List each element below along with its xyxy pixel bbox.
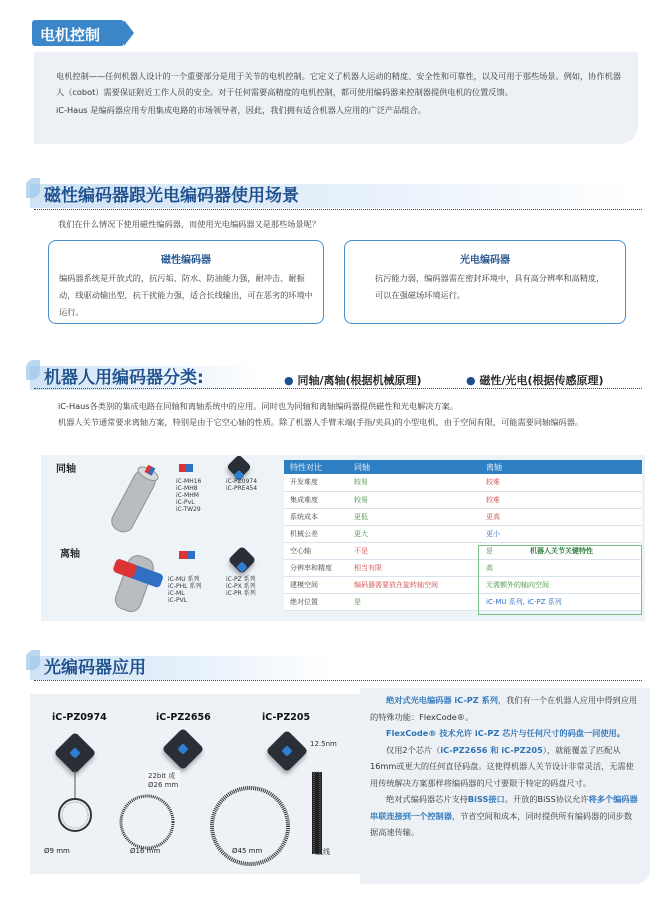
flexcode-intro bbox=[370, 692, 638, 725]
disc-size-label: 直线 bbox=[316, 848, 330, 856]
table-row bbox=[284, 576, 642, 593]
biss-b: 。开放的BiSS协议允许 bbox=[504, 794, 589, 804]
table-cell: 较易 bbox=[348, 491, 480, 508]
part-item: iC-TW29 bbox=[176, 506, 201, 513]
table-cell: 较易 bbox=[348, 474, 480, 491]
coaxial-parts-magnetic bbox=[176, 478, 201, 513]
offaxis-parts-magnetic bbox=[168, 576, 201, 604]
usage-question: 我们在什么情况下使用磁性编码器，而使用光电编码器又是那些场景呢？ bbox=[58, 219, 321, 229]
intro-panel bbox=[34, 52, 638, 144]
disc-size-label: Ø16 mm bbox=[130, 847, 161, 855]
product-label: iC-PZ205 bbox=[262, 712, 311, 723]
table-cell: 建模空间 bbox=[284, 576, 348, 593]
chip-coverage bbox=[370, 742, 638, 792]
intro-paragraph-1: 电机控制——任何机器人设计的一个重要部分是用于关节的电机控制。它定义了机器人运动的精度、安全性和可靠性，以及可用于那些场景。例如，协作机器人（cobot）需要保证附近工作人员的安全。对于任何需要高精度的电机控制，都可使用编码器来控制器提供电机的位置反馈。 bbox=[56, 71, 621, 97]
flexcode-intro-text: ，我们有一个在机器人应用中得到应用的特殊功能：FlexCode®。 bbox=[370, 695, 638, 722]
ring-note-line-1: 22bit 或 bbox=[148, 772, 176, 780]
classification-text bbox=[40, 398, 640, 430]
offaxis-parts-optical bbox=[226, 576, 256, 597]
section-tag-motor-control: 电机控制 bbox=[32, 20, 124, 46]
table-cell: 机械公差 bbox=[284, 525, 348, 542]
table-cell: 高 bbox=[480, 559, 642, 576]
code-disc-illustration bbox=[40, 770, 350, 866]
classification-paragraph-1: iC-Haus各类别的集成电路在同轴和离轴系统中的应用。同时也为同轴和离轴编码器提供磁性和光电解决方案。 bbox=[58, 401, 459, 411]
section-title-optical-apps: 光编码器应用 bbox=[44, 658, 146, 678]
bullet-coaxial-offaxis: ● 同轴/离轴(根据机械原理) bbox=[284, 374, 422, 387]
coaxial-motor-illustration bbox=[104, 462, 164, 534]
part-item: iC-PHL 系列 bbox=[168, 583, 202, 590]
part-item: iC-ML bbox=[168, 590, 185, 597]
table-header-cell: 特性对比 bbox=[284, 460, 348, 474]
table-cell: 更高 bbox=[480, 508, 642, 525]
flexcode-statement: FlexCode® 技术允许 iC-PZ 芯片与任何尺寸的码盘一同使用。 bbox=[386, 728, 625, 738]
magnetic-encoder-title: 磁性编码器 bbox=[161, 255, 211, 266]
optical-encoder-body: 抗污能力弱，编码器需在密封环境中，具有高分辨率和高精度，可以在强磁场环境运行。 bbox=[375, 273, 605, 300]
part-item: iC-PvL bbox=[176, 499, 195, 506]
ring-note-line-2: Ø26 mm bbox=[148, 781, 179, 789]
table-cell: 相当有限 bbox=[348, 559, 480, 576]
table-header-cell: 离轴 bbox=[480, 460, 642, 474]
offaxis-label: 离轴 bbox=[60, 549, 80, 560]
table-cell: 编码器需要放在旋转轴空间 bbox=[348, 576, 480, 593]
biss-a: 绝对式编码器芯片支持 bbox=[386, 794, 468, 804]
biss-highlight: BiSS接口 bbox=[467, 794, 505, 804]
chip-coverage-highlight: iC-PZ2656 和 iC-PZ205 bbox=[440, 744, 543, 755]
chip-coverage-b: ），就能覆盖了匹配从16mm或更大的任何直径码盘。这使得机器人关节设计非常灵活，无需使用传统解决方案那样将编码器的尺寸要限于特定的码盘尺寸。 bbox=[370, 744, 634, 788]
part-item: iC-MHM bbox=[176, 492, 199, 499]
table-cell: 更大 bbox=[348, 525, 480, 542]
table-row bbox=[284, 491, 642, 508]
part-item: iC-PRE454 bbox=[226, 485, 258, 492]
intro-paragraph-2: iC-Haus 是编码器应用专用集成电路的市场领导者，因此，我们拥有适合机器人应用的广泛产品组合。 bbox=[56, 105, 426, 115]
disc-size-label: Ø9 mm bbox=[44, 847, 70, 855]
optical-encoder-title: 光电编码器 bbox=[460, 255, 510, 266]
bullet-magnetic-optical: ● 磁性/光电(根据传感原理) bbox=[466, 374, 604, 387]
section-title-usage: 磁性编码器跟光电编码器使用场景 bbox=[44, 186, 299, 206]
section-divider bbox=[34, 388, 642, 389]
table-cell: 更低 bbox=[348, 508, 480, 525]
ring-note bbox=[146, 770, 180, 790]
part-item: iC-PZ 系列 bbox=[226, 576, 256, 583]
table-row bbox=[284, 525, 642, 542]
table-row bbox=[284, 593, 642, 610]
table-cell: 是 bbox=[348, 593, 480, 610]
magnetic-chip-icon bbox=[178, 462, 194, 474]
offaxis-motor-illustration bbox=[104, 548, 168, 616]
table-header-row bbox=[284, 460, 642, 474]
section-title-classification: 机器人用编码器分类: bbox=[44, 368, 204, 388]
biss-highlight-2: 将多个编码器串联连接到一个控制器 bbox=[370, 794, 638, 821]
part-item: iC-MH8 bbox=[176, 485, 198, 492]
bullet-coaxial-offaxis-label: 同轴/离轴(根据机械原理) bbox=[297, 374, 422, 387]
product-label: iC-PZ2656 bbox=[156, 712, 211, 723]
table-cell: 不是 bbox=[348, 542, 480, 559]
part-item: iC-MH16 bbox=[176, 478, 202, 485]
disc-size-label: Ø45 mm bbox=[232, 847, 263, 855]
optical-encoder-box bbox=[344, 240, 626, 324]
table-cell: 较难 bbox=[480, 474, 642, 491]
comparison-table bbox=[284, 460, 642, 611]
flexcode-intro-highlight: 绝对式光电编码器 iC-PZ 系列 bbox=[386, 695, 498, 705]
robot-joint-title: 机器人关节关键特性 bbox=[530, 547, 593, 555]
table-cell: 更小 bbox=[480, 525, 642, 542]
part-item: iC-PR 系列 bbox=[226, 590, 256, 597]
table-cell: 较难 bbox=[480, 491, 642, 508]
magnetic-encoder-box bbox=[48, 240, 324, 324]
table-cell: 集成难度 bbox=[284, 491, 348, 508]
classification-paragraph-2: 机器人关节通常要求离轴方案，特别是由于它空心轴的性质。除了机器人手臂末端(手指/夹具)的小型电机，由于空间有限，可能需要同轴编码器。 bbox=[58, 417, 583, 427]
table-row bbox=[284, 508, 642, 525]
bullet-magnetic-optical-label: 磁性/光电(根据传感原理) bbox=[479, 374, 604, 387]
table-cell: 无需额外的轴向空间 bbox=[480, 576, 642, 593]
biss-c: ，节省空间和成本，同时提供所有编码器的同步数据高速传输。 bbox=[370, 810, 633, 837]
part-item: iC-PVL bbox=[168, 597, 188, 604]
table-cell: 空心轴 bbox=[284, 542, 348, 559]
table-header-cell: 同轴 bbox=[348, 460, 480, 474]
section-divider bbox=[34, 209, 642, 210]
part-item: iC-PZ0974 bbox=[226, 478, 258, 485]
magnetic-encoder-body: 编码器系统是开放式的，抗污垢、防水、防油能力强，耐冲击、耐振动，线驱动输出型，抗干扰能力强，适合长线输出，可在恶劣的环境中运行。 bbox=[59, 273, 313, 317]
product-label: iC-PZ0974 bbox=[52, 712, 107, 723]
table-row bbox=[284, 559, 642, 576]
table-cell: 是 bbox=[480, 542, 642, 559]
part-item: iC-MU 系列 bbox=[168, 576, 200, 583]
table-row bbox=[284, 474, 642, 491]
linear-resolution: 12.5nm bbox=[310, 740, 337, 748]
table-cell: 系统成本 bbox=[284, 508, 348, 525]
section-divider bbox=[34, 680, 642, 681]
table-cell: iC-MU 系列, iC-PZ 系列 bbox=[480, 593, 642, 610]
table-cell: 绝对位置 bbox=[284, 593, 348, 610]
biss-paragraph bbox=[370, 791, 638, 841]
chip-coverage-a: 仅用2个芯片（ bbox=[386, 744, 441, 755]
part-item: iC-PX 系列 bbox=[226, 583, 256, 590]
table-cell: 开发难度 bbox=[284, 474, 348, 491]
coaxial-label: 同轴 bbox=[56, 464, 76, 475]
optical-description bbox=[370, 692, 638, 841]
magnetic-chip-icon bbox=[178, 548, 196, 562]
table-cell: 分辨率和精度 bbox=[284, 559, 348, 576]
coaxial-parts-optical bbox=[226, 478, 257, 492]
